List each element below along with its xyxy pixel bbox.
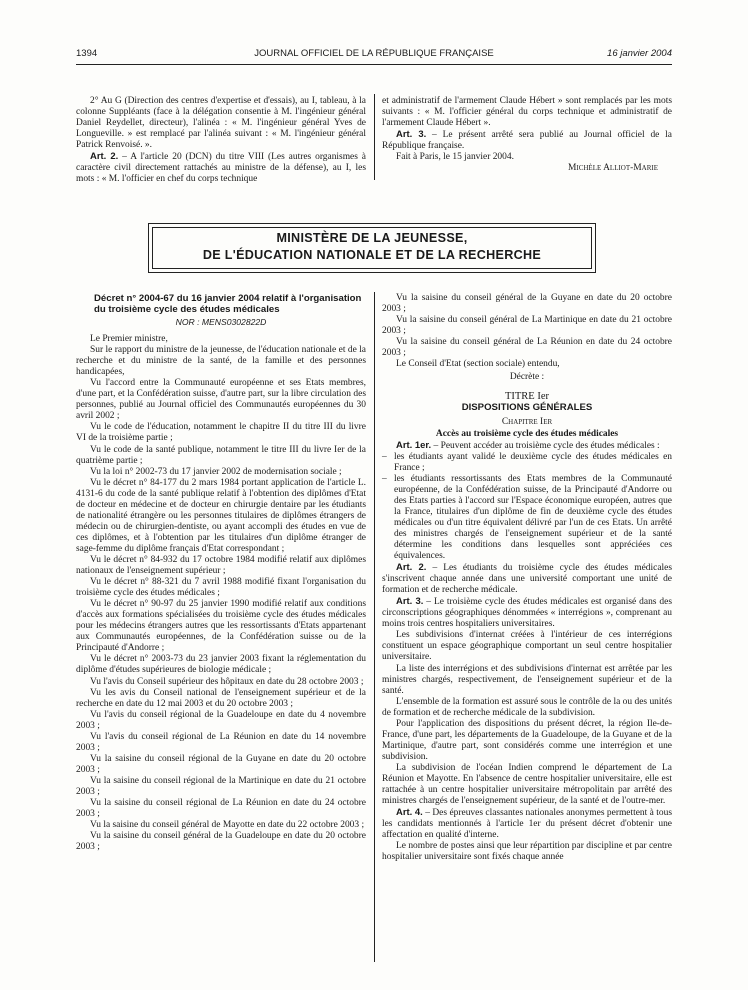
- paragraph: 2° Au G (Direction des centres d'expertise et d'essais), au I, tableau, à la colonne Suppléants (face à la délégation consentie à M. l'ingénieur général Daniel Reydellet, directeur), l'alinéa : « M. l'ingénieur général Yves de Longueville. » est remplacé par l'alinéa suivant : « M. l'ingénieur général Patrick Renvoisé. ».: [76, 96, 366, 151]
- paragraph: Vu le décret n° 2003-73 du 23 janvier 2003 fixant la réglementation du diplôme d'études supérieures de biologie médicale ;: [76, 654, 366, 676]
- paragraph: et administratif de l'armement Claude Hébert » sont remplacés par les mots suivants : « M. l'officier général du corps technique et administratif de l'armement Claude Hébert ».: [382, 96, 672, 129]
- paragraph: Vu la saisine du conseil général de la Guyane en date du 20 octobre 2003 ;: [382, 293, 672, 315]
- article-4: Art. 4. – Des épreuves classantes nationales anonymes permettent à tous les candidats mentionnés à l'article 1er du présent décret d'obtenir une affectation en qualité d'interne.: [382, 807, 673, 841]
- paragraph: Vu le décret n° 88-321 du 7 avril 1988 modifié fixant l'organisation du troisième cycle des études médicales ;: [76, 577, 366, 599]
- article-1: Art. 1er. – Peuvent accéder au troisième cycle des études médicales :: [396, 439, 660, 451]
- decree-title: Décret n° 2004-67 du 16 janvier 2004 relatif à l'organisation du troisième cycle des études médicales: [94, 293, 362, 315]
- paragraph: Vu l'accord entre la Communauté européenne et ses Etats membres, d'une part, et la Confédération suisse, d'autre part, sur la libre circulation des personnes, publié au Journal officiel des Communautés européennes du 30 avril 2002 ;: [76, 378, 366, 422]
- page-number: 1394: [76, 48, 98, 59]
- paragraph: Vu la saisine du conseil général de la Guadeloupe en date du 20 octobre 2003 ;: [76, 831, 366, 853]
- paragraph: Vu le décret n° 84-177 du 2 mars 1984 portant application de l'article L. 4131-6 du code de la santé publique relatif à l'obtention des diplômes d'Etat de docteur en médecine et de docteur en chirurgie dentaire par les étudiants de nationalité étrangère ou les personnes titulaires de diplômes étrangers de médecin ou de chirurgien-dentiste, ou ayant accompli des études en vue de ces diplômes, et à l'obtention par les titulaires d'un diplôme étranger de sage-femme du diplôme français d'Etat correspondant ;: [76, 477, 366, 554]
- chapitre-heading: Chapitre Ier: [501, 417, 553, 428]
- list-item: – les étudiants ayant validé le deuxième cycle des études médicales en France ;: [382, 451, 672, 473]
- paragraph: Vu le décret n° 90-97 du 25 janvier 1990 modifié relatif aux conditions d'accès aux formations spécialisées du troisième cycle des études médicales pour les médecins étrangers autres que les ressortissants d'Etats appartenant aux Communautés européennes, de la Confédération suisse ou de la Principauté d'Andorre ;: [76, 599, 366, 654]
- paragraph: Vu la saisine du conseil général de La Réunion en date du 24 octobre 2003 ;: [382, 337, 672, 359]
- paragraph: Vu le décret n° 84-932 du 17 octobre 1984 modifié relatif aux diplômes nationaux de l'enseignement supérieur ;: [76, 554, 366, 577]
- paragraph: Le Premier ministre,: [90, 334, 168, 345]
- ministry-header-box: [148, 223, 596, 273]
- column-divider-top: [374, 94, 375, 180]
- article-3: Art. 3. – Le troisième cycle des études médicales est organisé dans des circonscriptions géographiques dénommées « interrégions », comprenant au moins trois centres hospitaliers universitaires.: [382, 596, 673, 630]
- signature: Michèle Alliot-Marie: [567, 163, 658, 174]
- paragraph: Vu la saisine du conseil régional de la Guyane en date du 20 octobre 2003 ;: [76, 753, 366, 775]
- paragraph: Vu les avis du Conseil national de l'enseignement supérieur et de la recherche en date du 12 mai 2003 et du 20 octobre 2003 ;: [76, 687, 366, 709]
- paragraph: Vu le code de la santé publique, notamment le titre III du livre Ier de la quatrième partie ;: [76, 444, 366, 466]
- chapitre-subheading: Accès au troisième cycle des études médicales: [435, 428, 619, 439]
- decrete-line: Décrète :: [509, 372, 545, 383]
- decree-left-column: [76, 293, 366, 853]
- issue-date: 16 janvier 2004: [607, 48, 672, 59]
- column-divider-main: [374, 292, 375, 962]
- paragraph: Vu l'avis du Conseil supérieur des hôpitaux en date du 28 octobre 2003 ;: [90, 676, 364, 687]
- top-left-column: [76, 96, 366, 185]
- list-item: – les étudiants ressortissants des Etats membres de la Communauté européenne, de la Confédération suisse, de la Principauté d'Andorre ou des Etats parties à l'accord sur l'Espace économique européen, autres que la France, titulaires d'un diplôme de fin de deuxième cycle des études médicales ou d'un titre équivalent délivré par l'un de ces Etats. Un arrêté des ministres chargés de l'enseignement supérieur et de la santé détermine les conditions dans lesquelles sont appréciées ces équivalences.: [382, 473, 672, 562]
- ministry-line-1: MINISTÈRE DE LA JEUNESSE,: [276, 231, 468, 245]
- titre-subheading: DISPOSITIONS GÉNÉRALES: [461, 402, 593, 414]
- ministry-line-2: DE L'ÉDUCATION NATIONALE ET DE LA RECHERCHE: [202, 248, 542, 262]
- paragraph: Vu le code de l'éducation, notamment le chapitre II du titre III du livre VI de la troisième partie ;: [76, 422, 366, 444]
- paragraph: Sur le rapport du ministre de la jeunesse, de l'éducation nationale et de la recherche et du ministre de la santé, de la famille et des personnes handicapées,: [76, 345, 366, 378]
- paragraph: La liste des interrégions et des subdivisions d'internat est arrêtée par les ministres chargés, respectivement, de l'enseignement supérieur et de la santé.: [382, 663, 672, 696]
- page-header: [76, 48, 672, 62]
- paragraph: Les subdivisions d'internat créées à l'intérieur de ces interrégions constituent un espace géographique comportant un seul centre hospitalier universitaire.: [382, 630, 672, 663]
- header-rule: [76, 64, 672, 65]
- paragraph: La subdivision de l'océan Indien comprend le département de La Réunion et Mayotte. En l'absence de centre hospitalier universitaire, elle est rattachée à un centre hospitalier universitaire métropolitain par arrêté des ministres chargés de l'enseignement supérieur, de la santé et de l'outre-mer.: [382, 762, 672, 807]
- paragraph: Vu l'avis du conseil régional de La Réunion en date du 14 novembre 2003 ;: [76, 731, 366, 753]
- paragraph: Le Conseil d'Etat (section sociale) entendu,: [396, 359, 560, 370]
- fait-line: Fait à Paris, le 15 janvier 2004.: [396, 152, 514, 163]
- paragraph: Pour l'application des dispositions du présent décret, la région Ile-de-France, d'une part, les départements de la Guadeloupe, de la Guyane et de la Martinique, d'autre part, sont considérés comme une interrégion et une subdivision.: [382, 718, 672, 762]
- paragraph: Le nombre de postes ainsi que leur répartition par discipline et par centre hospitalier universitaire sont fixés chaque année: [382, 841, 672, 863]
- article-2-prev: Art. 2. – A l'article 20 (DCN) du titre VIII (Les autres organismes à caractère civil directement rattachés au ministre de la défense), au I, les mots : « M. l'officier en chef du corps technique: [76, 151, 366, 185]
- titre-heading: TITRE Ier: [504, 391, 550, 403]
- journal-title: JOURNAL OFFICIEL DE LA RÉPUBLIQUE FRANÇAISE: [254, 48, 494, 59]
- article-2: Art. 2. – Les étudiants du troisième cycle des études médicales s'inscrivent chaque année dans une université comportant une unité de formation et de recherche médicale.: [382, 562, 672, 596]
- paragraph: L'ensemble de la formation est assuré sous le contrôle de la ou des unités de formation et de recherche médicale de la subdivision.: [382, 696, 672, 718]
- paragraph: Vu la loi n° 2002-73 du 17 janvier 2002 de modernisation sociale ;: [90, 466, 342, 477]
- nor-reference: NOR : MENS0302822D: [175, 317, 267, 327]
- paragraph: Vu l'avis du conseil régional de la Guadeloupe en date du 4 novembre 2003 ;: [76, 709, 366, 731]
- paragraph: Vu la saisine du conseil régional de la Martinique en date du 21 octobre 2003 ;: [76, 775, 366, 797]
- paragraph: Vu la saisine du conseil général de Mayotte en date du 22 octobre 2003 ;: [90, 820, 365, 831]
- top-right-column: [382, 96, 672, 174]
- paragraph: Vu la saisine du conseil général de La Martinique en date du 21 octobre 2003 ;: [382, 315, 672, 337]
- article-3-prev: Art. 3. – Le présent arrêté sera publié au Journal officiel de la République française.: [382, 129, 672, 152]
- decree-right-column: [382, 293, 672, 863]
- paragraph: Vu la saisine du conseil régional de La Réunion en date du 24 octobre 2003 ;: [76, 798, 366, 820]
